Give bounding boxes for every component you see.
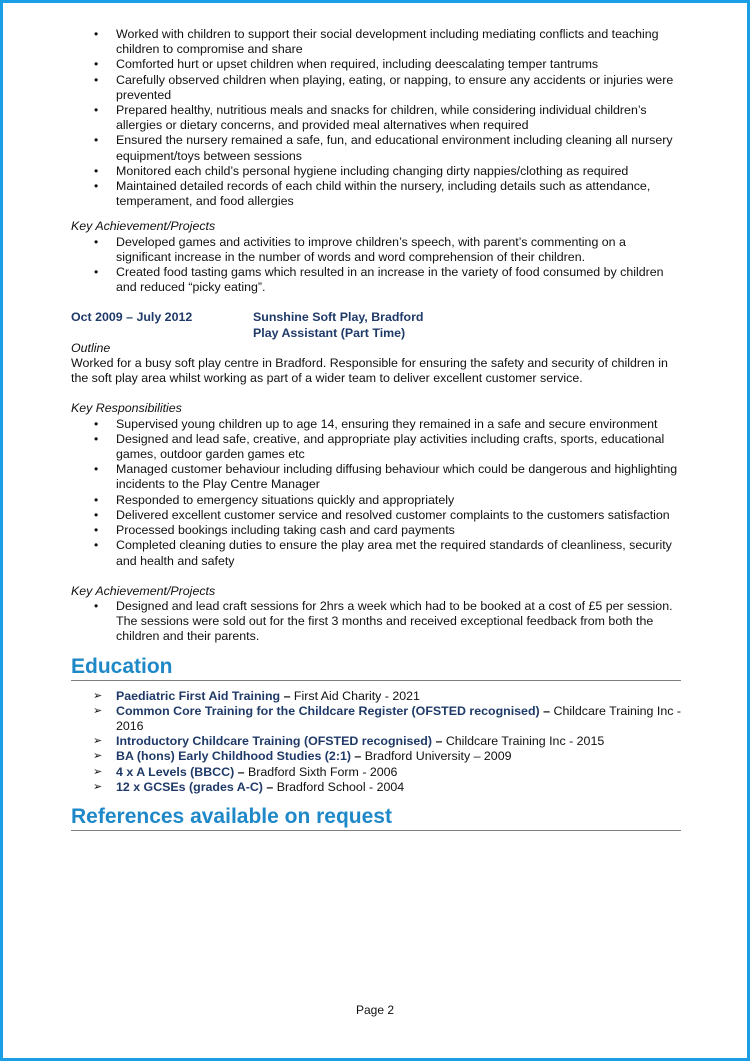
- job2-dates: Oct 2009 – July 2012: [71, 310, 193, 325]
- education-heading: Education: [71, 655, 681, 681]
- job1-achievements-list: [71, 235, 681, 296]
- education-detail: Bradford School - 2004: [276, 779, 405, 794]
- job2-responsibilities-label: Key Responsibilities: [71, 401, 182, 416]
- education-list: [71, 689, 681, 795]
- education-detail: Bradford University – 2009: [364, 749, 512, 764]
- education-item: [116, 734, 681, 749]
- education-item: [116, 749, 681, 764]
- education-title: Paediatric First Aid Training: [116, 688, 281, 703]
- job2-achievements-label: Key Achievement/Projects: [71, 583, 216, 598]
- job2-employer: Sunshine Soft Play, Bradford: [253, 310, 424, 325]
- list-item: • Monitored each child’s personal hygiene including changing dirty nappies/clothing as required: [116, 164, 681, 179]
- education-dash: –: [435, 734, 443, 749]
- references-heading: References available on request: [71, 805, 681, 831]
- education-item: [116, 704, 681, 734]
- list-item: • Supervised young children up to age 14, ensuring they remained in a safe and secure environment: [116, 417, 681, 432]
- list-item: • Delivered excellent customer service and resolved customer complaints to the customers satisfaction: [116, 508, 681, 523]
- job1-responsibilities-list: [71, 27, 681, 209]
- list-item: • Completed cleaning duties to ensure the play area met the required standards of cleanliness, security and health and safety: [116, 538, 681, 568]
- list-item: • Created food tasting gams which resulted in an increase in the variety of food consumed by children and reduced “picky eating”.: [116, 265, 681, 295]
- list-item: • Responded to emergency situations quickly and appropriately: [116, 493, 681, 508]
- education-item: [116, 780, 681, 795]
- education-title: Common Core Training for the Childcare Register (OFSTED recognised): [116, 703, 540, 718]
- list-item: • Comforted hurt or upset children when required, including deescalating temper tantrums: [116, 57, 681, 72]
- education-dash: –: [543, 703, 551, 718]
- education-title: 12 x GCSEs (grades A-C): [116, 779, 263, 794]
- resume-page: [71, 27, 681, 831]
- list-item: • Designed and lead craft sessions for 2hrs a week which had to be booked at a cost of £5 per session. The sessions were sold out for the first 3 months and received exceptional feedback from both the children and their parents.: [116, 599, 681, 645]
- education-item: [116, 765, 681, 780]
- job2-header: [71, 310, 681, 340]
- education-title: BA (hons) Early Childhood Studies (2:1): [116, 749, 351, 764]
- education-dash: –: [237, 764, 245, 779]
- job2-outline-label: Outline: [71, 340, 111, 355]
- list-item: • Processed bookings including taking cash and card payments: [116, 523, 681, 538]
- education-detail: Bradford Sixth Form - 2006: [248, 764, 398, 779]
- education-title: 4 x A Levels (BBCC): [116, 764, 235, 779]
- education-dash: –: [283, 688, 291, 703]
- list-item: • Developed games and activities to improve children’s speech, with parent’s commenting on a significant increase in the number of words and word comprehension of their children.: [116, 235, 681, 265]
- education-item: [116, 689, 681, 704]
- list-item: • Designed and lead safe, creative, and appropriate play activities including crafts, sports, educational games, outdoor garden games etc: [116, 432, 681, 462]
- education-dash: –: [266, 779, 274, 794]
- list-item: • Ensured the nursery remained a safe, fun, and educational environment including cleaning all nursery equipment/toys between sessions: [116, 133, 681, 163]
- job2-responsibilities-list: [71, 417, 681, 569]
- list-item: • Managed customer behaviour including diffusing behaviour which could be dangerous and highlighting incidents to the Play Centre Manager: [116, 462, 681, 492]
- list-item: • Worked with children to support their social development including mediating conflicts and teaching children to compromise and share: [116, 27, 681, 57]
- job2-achievements-list: [71, 599, 681, 645]
- education-detail: First Aid Charity - 2021: [293, 688, 420, 703]
- job1-achievements-label: Key Achievement/Projects: [71, 219, 216, 234]
- job2-outline-text: Worked for a busy soft play centre in Bradford. Responsible for ensuring the safety and security of children in the soft play area whilst working as part of a wider team to deliver excellent customer service.: [71, 356, 668, 386]
- page-number: Page 2: [355, 1003, 395, 1017]
- education-detail: Childcare Training Inc - 2016: [116, 703, 682, 733]
- list-item: • Maintained detailed records of each child within the nursery, including details such as attendance, temperament, and food allergies: [116, 179, 681, 209]
- education-detail: Childcare Training Inc - 2015: [445, 734, 605, 749]
- list-item: • Carefully observed children when playing, eating, or napping, to ensure any accidents or injuries were prevented: [116, 73, 681, 103]
- education-dash: –: [354, 749, 362, 764]
- education-title: Introductory Childcare Training (OFSTED recognised): [116, 734, 432, 749]
- job2-role: Play Assistant (Part Time): [253, 325, 406, 340]
- list-item: • Prepared healthy, nutritious meals and snacks for children, while considering individual children’s allergies or dietary concerns, and provided meal alternatives when required: [116, 103, 681, 133]
